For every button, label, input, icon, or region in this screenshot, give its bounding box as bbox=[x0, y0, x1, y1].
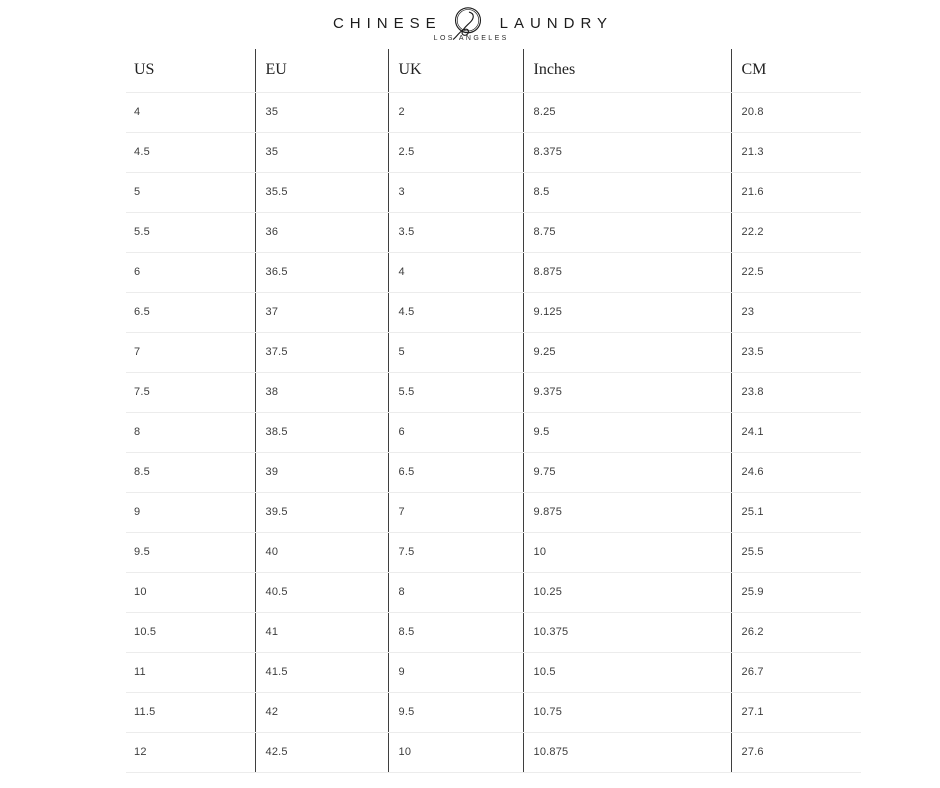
table-row bbox=[126, 332, 861, 372]
table-row bbox=[126, 132, 861, 172]
cell-uk: 7.5 bbox=[388, 532, 523, 572]
cell-inches: 9.5 bbox=[523, 412, 731, 452]
cell-cm: 27.1 bbox=[731, 692, 861, 732]
cell-eu: 40.5 bbox=[255, 572, 388, 612]
brand-tagline: LOS ANGELES bbox=[433, 35, 509, 42]
cell-us: 11.5 bbox=[126, 692, 255, 732]
cell-us: 8 bbox=[126, 412, 255, 452]
cell-cm: 21.6 bbox=[731, 172, 861, 212]
column-header-eu: EU bbox=[255, 49, 388, 92]
table-row bbox=[126, 212, 861, 252]
cell-us: 7.5 bbox=[126, 372, 255, 412]
cell-us: 8.5 bbox=[126, 452, 255, 492]
cell-us: 4.5 bbox=[126, 132, 255, 172]
cell-uk: 5.5 bbox=[388, 372, 523, 412]
table-row bbox=[126, 532, 861, 572]
cell-us: 6.5 bbox=[126, 292, 255, 332]
table-row bbox=[126, 452, 861, 492]
cell-us: 10.5 bbox=[126, 612, 255, 652]
table-row bbox=[126, 612, 861, 652]
cell-cm: 24.1 bbox=[731, 412, 861, 452]
cell-cm: 23.8 bbox=[731, 372, 861, 412]
cell-eu: 37.5 bbox=[255, 332, 388, 372]
cell-cm: 25.5 bbox=[731, 532, 861, 572]
cell-eu: 41 bbox=[255, 612, 388, 652]
cell-us: 5.5 bbox=[126, 212, 255, 252]
cell-us: 12 bbox=[126, 732, 255, 772]
table-row bbox=[126, 492, 861, 532]
cell-inches: 8.375 bbox=[523, 132, 731, 172]
cell-uk: 6.5 bbox=[388, 452, 523, 492]
table-row bbox=[126, 92, 861, 132]
cell-eu: 42.5 bbox=[255, 732, 388, 772]
cell-cm: 22.2 bbox=[731, 212, 861, 252]
cell-cm: 26.2 bbox=[731, 612, 861, 652]
cell-uk: 5 bbox=[388, 332, 523, 372]
cell-uk: 8 bbox=[388, 572, 523, 612]
cell-cm: 26.7 bbox=[731, 652, 861, 692]
table-row bbox=[126, 172, 861, 212]
cell-cm: 25.1 bbox=[731, 492, 861, 532]
cell-eu: 38 bbox=[255, 372, 388, 412]
cell-uk: 3.5 bbox=[388, 212, 523, 252]
cell-us: 7 bbox=[126, 332, 255, 372]
cell-uk: 4.5 bbox=[388, 292, 523, 332]
cell-inches: 9.375 bbox=[523, 372, 731, 412]
cell-inches: 10.25 bbox=[523, 572, 731, 612]
table-row bbox=[126, 252, 861, 292]
cell-us: 10 bbox=[126, 572, 255, 612]
size-chart-body bbox=[126, 92, 861, 772]
cell-cm: 27.6 bbox=[731, 732, 861, 772]
column-header-uk: UK bbox=[388, 49, 523, 92]
cell-inches: 8.5 bbox=[523, 172, 731, 212]
cell-cm: 23 bbox=[731, 292, 861, 332]
cell-cm: 21.3 bbox=[731, 132, 861, 172]
cell-inches: 9.25 bbox=[523, 332, 731, 372]
cell-cm: 24.6 bbox=[731, 452, 861, 492]
cell-inches: 10.5 bbox=[523, 652, 731, 692]
cell-eu: 40 bbox=[255, 532, 388, 572]
table-row bbox=[126, 292, 861, 332]
brand-word-laundry: LAUNDRY bbox=[499, 14, 614, 32]
cell-inches: 8.25 bbox=[523, 92, 731, 132]
cell-uk: 4 bbox=[388, 252, 523, 292]
cell-us: 9.5 bbox=[126, 532, 255, 572]
size-chart-header bbox=[126, 49, 861, 92]
cell-cm: 22.5 bbox=[731, 252, 861, 292]
cell-cm: 20.8 bbox=[731, 92, 861, 132]
brand-word-chinese: CHINESE bbox=[332, 14, 442, 32]
cell-inches: 9.75 bbox=[523, 452, 731, 492]
cell-uk: 7 bbox=[388, 492, 523, 532]
cell-uk: 2 bbox=[388, 92, 523, 132]
header-row bbox=[126, 49, 861, 92]
cell-eu: 35 bbox=[255, 132, 388, 172]
table-row bbox=[126, 572, 861, 612]
cell-uk: 9 bbox=[388, 652, 523, 692]
cell-uk: 3 bbox=[388, 172, 523, 212]
cell-inches: 10.75 bbox=[523, 692, 731, 732]
cell-inches: 10 bbox=[523, 532, 731, 572]
column-header-us: US bbox=[126, 49, 255, 92]
cell-eu: 36 bbox=[255, 212, 388, 252]
cell-us: 11 bbox=[126, 652, 255, 692]
cell-uk: 6 bbox=[388, 412, 523, 452]
column-header-cm: CM bbox=[731, 49, 861, 92]
cell-uk: 10 bbox=[388, 732, 523, 772]
table-row bbox=[126, 652, 861, 692]
cell-eu: 41.5 bbox=[255, 652, 388, 692]
size-chart-table bbox=[126, 49, 861, 773]
cell-inches: 9.875 bbox=[523, 492, 731, 532]
cell-cm: 25.9 bbox=[731, 572, 861, 612]
cell-eu: 37 bbox=[255, 292, 388, 332]
cell-eu: 36.5 bbox=[255, 252, 388, 292]
cell-eu: 39 bbox=[255, 452, 388, 492]
cell-uk: 8.5 bbox=[388, 612, 523, 652]
cell-eu: 35 bbox=[255, 92, 388, 132]
cell-us: 4 bbox=[126, 92, 255, 132]
cell-eu: 42 bbox=[255, 692, 388, 732]
cell-uk: 2.5 bbox=[388, 132, 523, 172]
cell-inches: 8.75 bbox=[523, 212, 731, 252]
cell-eu: 35.5 bbox=[255, 172, 388, 212]
table-row bbox=[126, 412, 861, 452]
cell-us: 9 bbox=[126, 492, 255, 532]
cell-inches: 8.875 bbox=[523, 252, 731, 292]
table-row bbox=[126, 692, 861, 732]
table-row bbox=[126, 732, 861, 772]
brand-logo bbox=[0, 6, 940, 42]
column-header-inches: Inches bbox=[523, 49, 731, 92]
cell-inches: 9.125 bbox=[523, 292, 731, 332]
cell-us: 6 bbox=[126, 252, 255, 292]
cell-eu: 38.5 bbox=[255, 412, 388, 452]
cell-eu: 39.5 bbox=[255, 492, 388, 532]
cell-inches: 10.875 bbox=[523, 732, 731, 772]
cell-uk: 9.5 bbox=[388, 692, 523, 732]
cell-us: 5 bbox=[126, 172, 255, 212]
cell-cm: 23.5 bbox=[731, 332, 861, 372]
table-row bbox=[126, 372, 861, 412]
cell-inches: 10.375 bbox=[523, 612, 731, 652]
